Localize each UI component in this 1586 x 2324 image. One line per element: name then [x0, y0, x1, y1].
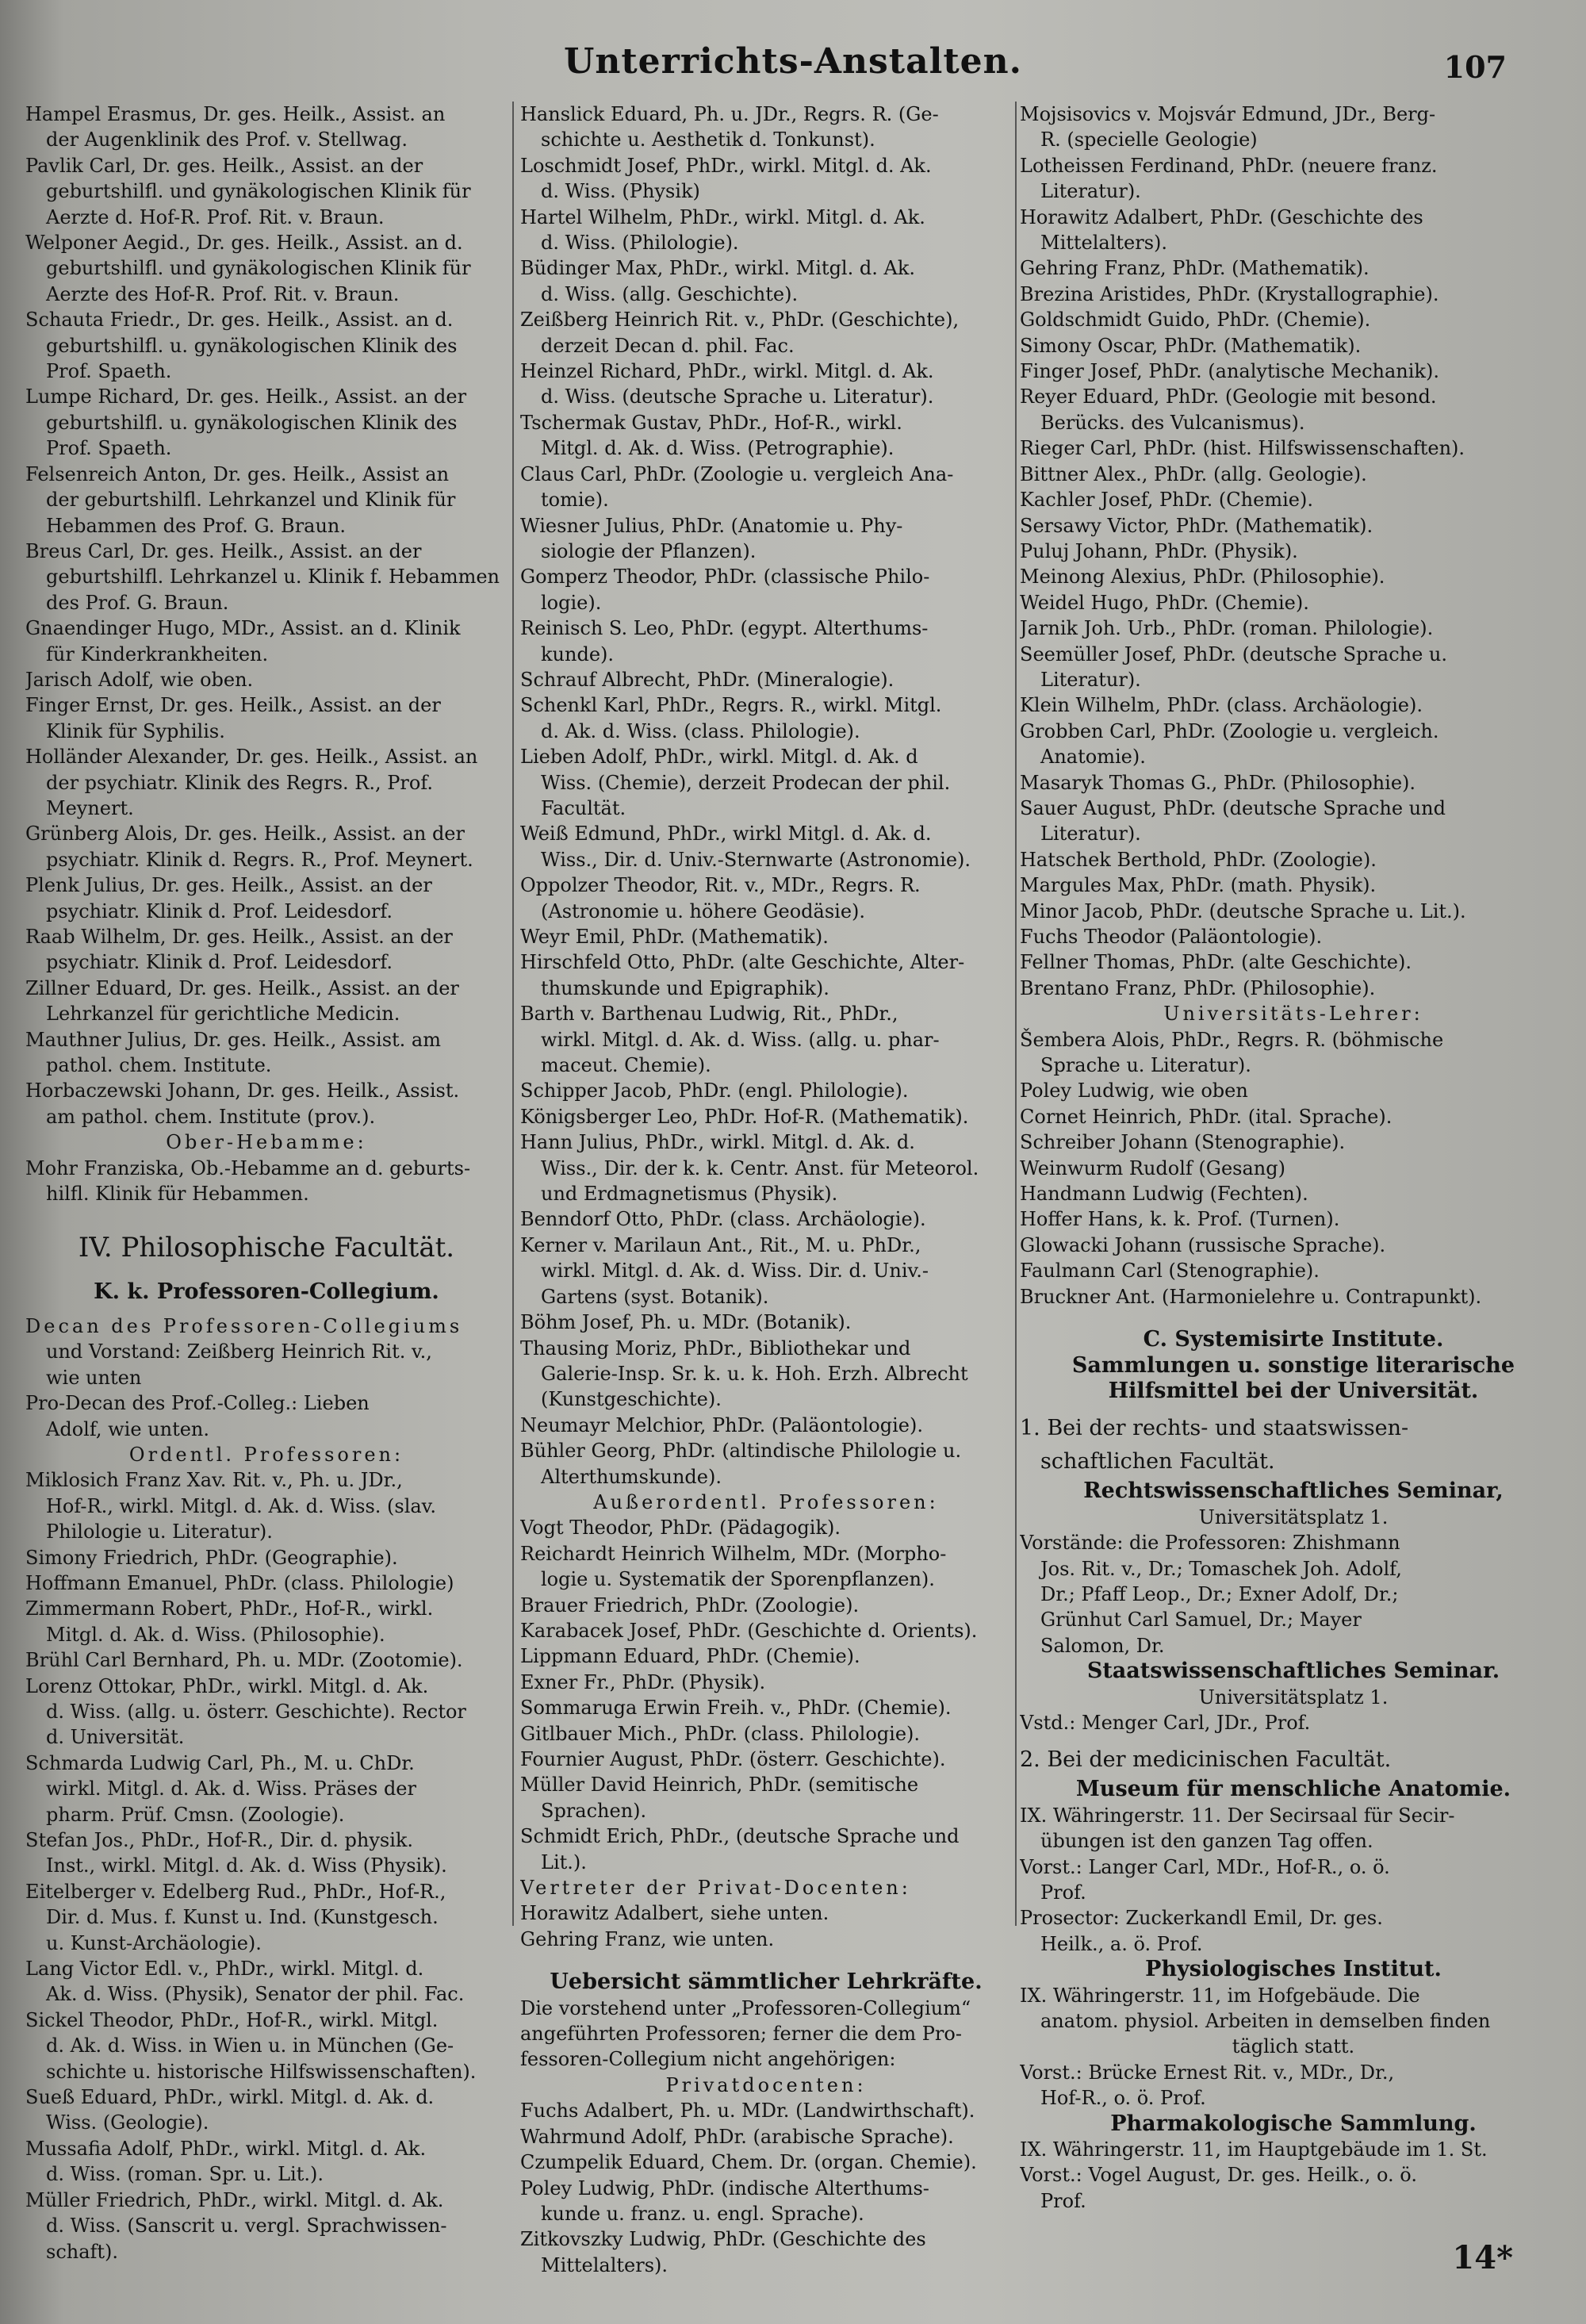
text-line: Brezina Aristides, PhDr. (Krystallographie).: [1020, 282, 1439, 305]
text-line: hilfl. Klinik für Hebammen.: [46, 1183, 309, 1206]
text-line: Mohr Franziska, Ob.-Hebamme an d. geburts-: [25, 1156, 471, 1179]
text-line: Schauta Friedr., Dr. ges. Heilk., Assist. an d.: [25, 309, 454, 332]
column-divider: [512, 102, 514, 1926]
text-line: Felsenreich Anton, Dr. ges. Heilk., Assist an: [25, 462, 450, 485]
text-line: Glowacki Johann (russische Sprache).: [1020, 1233, 1386, 1256]
text-line: und Erdmagnetismus (Physik).: [541, 1183, 838, 1206]
text-line: derzeit Decan d. phil. Fac.: [541, 334, 795, 357]
text-line: Sprache u. Literatur).: [1040, 1054, 1251, 1077]
text-line: Mitgl. d. Ak. d. Wiss. (Petrographie).: [541, 437, 895, 460]
text-line: Wiesner Julius, PhDr. (Anatomie u. Phy-: [520, 514, 903, 537]
text-line: Pro-Decan des Prof.-Colleg.: Lieben: [25, 1392, 370, 1415]
text-line: d. Wiss. (allg. u. österr. Geschichte). Rector: [46, 1700, 466, 1723]
text-line: Anatomie).: [1040, 746, 1146, 769]
text-line: Sprachen).: [541, 1799, 647, 1822]
text-line: Müller David Heinrich, PhDr. (semitische: [520, 1774, 919, 1797]
text-line: Literatur).: [1040, 823, 1141, 846]
text-line: Die vorstehend unter „Professoren-Collegium“: [520, 1996, 971, 2019]
text-line: Thausing Moriz, PhDr., Bibliothekar und: [520, 1336, 911, 1360]
text-line: Gomperz Theodor, PhDr. (classische Philo-: [520, 566, 930, 589]
text-line: angeführten Professoren; ferner die dem Pro-: [520, 2023, 962, 2046]
text-line: Literatur).: [1040, 180, 1141, 203]
text-line: Decan des Professoren-Collegiums: [25, 1314, 463, 1337]
section-heading-collections: Hilfsmittel bei der Universität.: [1108, 1378, 1479, 1403]
text-line: Brauer Friedrich, PhDr. (Zoologie).: [520, 1593, 860, 1616]
text-line: Hirschfeld Otto, PhDr. (alte Geschichte, Alter-: [520, 951, 965, 974]
text-line: wirkl. Mitgl. d. Ak. d. Wiss. (allg. u. phar-: [541, 1028, 940, 1051]
text-line: Poley Ludwig, wie oben: [1020, 1080, 1248, 1103]
text-line: Sersawy Victor, PhDr. (Mathematik).: [1020, 514, 1373, 537]
text-line: fessoren-Collegium nicht angehörigen:: [520, 2048, 896, 2071]
text-line: pathol. chem. Institute.: [46, 1054, 272, 1077]
column-divider: [1015, 102, 1017, 1926]
text-line: Fournier August, PhDr. (österr. Geschichte).: [520, 1748, 946, 1770]
text-line: Brühl Carl Bernhard, Ph. u. MDr. (Zootomie).: [25, 1649, 463, 1672]
text-line: Brentano Franz, PhDr. (Philosophie).: [1020, 976, 1376, 999]
text-line: Weinwurm Rudolf (Gesang): [1020, 1156, 1285, 1179]
text-line: geburtshilfl. u. gynäkologischen Klinik des: [46, 411, 458, 434]
text-line: Prof. Spaeth.: [46, 437, 172, 460]
text-line: Wiss. (Chemie), derzeit Prodecan der phil.: [541, 771, 951, 794]
text-line: Gnaendinger Hugo, MDr., Assist. an d. Klinik: [25, 617, 461, 640]
text-line: Klinik für Syphilis.: [46, 719, 225, 742]
text-line: Breus Carl, Dr. ges. Heilk., Assist. an der: [25, 539, 422, 562]
text-line: u. Kunst-Archäologie).: [46, 1931, 262, 1954]
text-line: maceut. Chemie).: [541, 1054, 711, 1077]
text-line: am pathol. chem. Institute (prov.).: [46, 1105, 376, 1128]
text-line: Literatur).: [1040, 668, 1141, 691]
text-line: thumskunde und Epigraphik).: [541, 976, 829, 999]
text-line: Bruckner Ant. (Harmonielehre u. Contrapunkt).: [1020, 1285, 1482, 1308]
text-line: Lit.).: [541, 1850, 587, 1873]
text-line: schichte u. Aesthetik d. Tonkunst).: [541, 128, 875, 151]
text-line: der geburtshilfl. Lehrkanzel und Klinik für: [46, 489, 456, 512]
subsection-heading: Ober-Hebamme:: [166, 1131, 367, 1154]
text-line: Hoffer Hans, k. k. Prof. (Turnen).: [1020, 1208, 1340, 1231]
text-line: Simony Oscar, PhDr. (Mathematik).: [1020, 334, 1362, 357]
text-line: Lieben Adolf, PhDr., wirkl. Mitgl. d. Ak. d: [520, 746, 918, 769]
text-line: Horawitz Adalbert, PhDr. (Geschichte des: [1020, 205, 1423, 228]
text-line: Lehrkanzel für gerichtliche Medicin.: [46, 1003, 400, 1026]
text-line: Masaryk Thomas G., PhDr. (Philosophie).: [1020, 771, 1416, 794]
text-line: d. Universität.: [46, 1726, 185, 1749]
subsection-heading: Privatdocenten:: [665, 2073, 867, 2096]
text-line: Vogt Theodor, PhDr. (Pädagogik).: [520, 1517, 841, 1540]
text-line: Hof-R., o. ö. Prof.: [1040, 2087, 1206, 2110]
text-line: übungen ist den ganzen Tag offen.: [1040, 1830, 1373, 1853]
text-line: schichte u. historische Hilfswissenschaften).: [46, 2060, 477, 2083]
text-line: Schrauf Albrecht, PhDr. (Mineralogie).: [520, 668, 895, 691]
text-line: Hanslick Eduard, Ph. u. JDr., Regrs. R. (Ge-: [520, 103, 939, 125]
text-line: Pavlik Carl, Dr. ges. Heilk., Assist. an der: [25, 154, 423, 177]
text-line: Kerner v. Marilaun Ant., Rit., M. u. PhDr.,: [520, 1233, 921, 1256]
text-line: d. Wiss. (Sanscrit u. vergl. Sprachwissen-: [46, 2215, 447, 2238]
text-line: Heilk., a. ö. Prof.: [1040, 1932, 1203, 1955]
text-line: Exner Fr., PhDr. (Physik).: [520, 1670, 766, 1693]
text-line: Stefan Jos., PhDr., Hof-R., Dir. d. physik.: [25, 1829, 414, 1851]
text-line: täglich statt.: [1232, 2035, 1355, 2058]
text-line: Faulmann Carl (Stenographie).: [1020, 1260, 1320, 1283]
text-line: Gitlbauer Mich., PhDr. (class. Philologie).: [520, 1722, 921, 1745]
text-line: Adolf, wie unten.: [46, 1417, 210, 1440]
text-line: Sommaruga Erwin Freih. v., PhDr. (Chemie).: [520, 1697, 952, 1720]
section-heading-faculty: IV. Philosophische Facultät.: [78, 1232, 455, 1264]
text-line: Prof.: [1040, 2189, 1086, 2212]
text-line: pharm. Prüf. Cmsn. (Zoologie).: [46, 1803, 345, 1826]
text-line: d. Wiss. (deutsche Sprache u. Literatur).: [541, 385, 934, 408]
section-heading-collegium: K. k. Professoren-Collegium.: [94, 1279, 439, 1305]
text-line: Puluj Johann, PhDr. (Physik).: [1020, 539, 1298, 562]
text-line: Goldschmidt Guido, PhDr. (Chemie).: [1020, 309, 1371, 332]
text-line: geburtshilfl. und gynäkologischen Klinik für: [46, 257, 471, 280]
text-line: Horawitz Adalbert, siehe unten.: [520, 1902, 829, 1925]
text-line: Jarnik Joh. Urb., PhDr. (roman. Philologie).: [1020, 617, 1434, 640]
text-line: Hebammen des Prof. G. Braun.: [46, 514, 347, 537]
text-line: Lang Victor Edl. v., PhDr., wirkl. Mitgl. d.: [25, 1958, 424, 1981]
text-line: Büdinger Max, PhDr., wirkl. Mitgl. d. Ak.: [520, 257, 915, 280]
text-line: Lorenz Ottokar, PhDr., wirkl. Mitgl. d. Ak.: [25, 1674, 429, 1697]
text-line: Gehring Franz, wie unten.: [520, 1927, 775, 1950]
text-line: kunde).: [541, 642, 615, 665]
text-line: Galerie-Insp. Sr. k. u. k. Hoh. Erzh. Albrecht: [541, 1362, 968, 1385]
text-line: Weidel Hugo, PhDr. (Chemie).: [1020, 591, 1309, 614]
text-line: d. Wiss. (roman. Spr. u. Lit.).: [46, 2163, 324, 2186]
text-line: Inst., wirkl. Mitgl. d. Ak. d. Wiss (Physik).: [46, 1854, 447, 1877]
text-line: Schipper Jacob, PhDr. (engl. Philologie).: [520, 1080, 909, 1103]
text-line: Plenk Julius, Dr. ges. Heilk., Assist. an der: [25, 874, 432, 897]
text-line: Seemüller Josef, PhDr. (deutsche Sprache u.: [1020, 642, 1448, 665]
text-column-3: [1020, 102, 1567, 2214]
text-line: psychiatr. Klinik d. Prof. Leidesdorf.: [46, 951, 393, 974]
text-line: d. Wiss. (Physik): [541, 180, 700, 203]
text-line: Vstd.: Menger Carl, JDr., Prof.: [1020, 1711, 1311, 1734]
text-line: Hann Julius, PhDr., wirkl. Mitgl. d. Ak. d.: [520, 1131, 915, 1154]
subsection-heading: Außerordentl. Professoren:: [593, 1490, 939, 1513]
text-line: Schreiber Johann (Stenographie).: [1020, 1131, 1346, 1154]
text-line: Mauthner Julius, Dr. ges. Heilk., Assist. am: [25, 1028, 441, 1051]
text-line: Salomon, Dr.: [1040, 1634, 1165, 1657]
section-heading-institutes: C. Systemisirte Institute.: [1143, 1327, 1444, 1352]
text-line: wie unten: [46, 1366, 142, 1389]
text-line: Margules Max, PhDr. (math. Physik).: [1020, 874, 1377, 897]
text-line: Minor Jacob, PhDr. (deutsche Sprache u. Lit.).: [1020, 899, 1466, 922]
text-line: schaft).: [46, 2240, 119, 2263]
text-line: des Prof. G. Braun.: [46, 591, 229, 614]
text-line: anatom. physiol. Arbeiten in demselben finden: [1040, 2010, 1491, 2033]
text-line: Kachler Josef, PhDr. (Chemie).: [1020, 489, 1313, 512]
text-line: IX. Währingerstr. 11, im Hauptgebäude im 1. St.: [1020, 2138, 1488, 2161]
text-line: Wiss., Dir. d. Univ.-Sternwarte (Astronomie).: [541, 848, 971, 871]
text-line: Holländer Alexander, Dr. ges. Heilk., Assist. an: [25, 746, 478, 769]
text-line: Meynert.: [46, 796, 134, 819]
text-line: Zeißberg Heinrich Rit. v., PhDr. (Geschichte),: [520, 309, 960, 332]
text-line: Wiss. (Geologie).: [46, 2111, 209, 2134]
text-line: Reichardt Heinrich Wilhelm, MDr. (Morpho-: [520, 1542, 947, 1565]
text-line: Hampel Erasmus, Dr. ges. Heilk., Assist. an: [25, 103, 446, 125]
text-line: Lippmann Eduard, PhDr. (Chemie).: [520, 1645, 860, 1668]
text-line: Weyr Emil, PhDr. (Mathematik).: [520, 926, 829, 948]
text-line: Alterthumskunde).: [541, 1465, 722, 1488]
subsection-heading: Ordentl. Professoren:: [128, 1443, 404, 1466]
text-line: Hoffmann Emanuel, PhDr. (class. Philologie): [25, 1571, 454, 1594]
text-line: der Augenklinik des Prof. v. Stellwag.: [46, 128, 408, 151]
sheet-signature: 14*: [1452, 2239, 1513, 2276]
text-line: Prof.: [1040, 1881, 1086, 1904]
text-line: Gartens (syst. Botanik).: [541, 1285, 769, 1308]
text-line: Finger Josef, PhDr. (analytische Mechanik).: [1020, 360, 1439, 383]
text-column-2: [520, 102, 1012, 2278]
text-line: Grünberg Alois, Dr. ges. Heilk., Assist. an der: [25, 823, 465, 846]
text-line: Jarisch Adolf, wie oben.: [25, 668, 254, 691]
section-heading-overview: Uebersicht sämmtlicher Lehrkräfte.: [550, 1969, 983, 1995]
text-line: und Vorstand: Zeißberg Heinrich Rit. v.,: [46, 1340, 432, 1363]
text-line: Sickel Theodor, PhDr., Hof-R., wirkl. Mitgl.: [25, 2008, 439, 2031]
text-line: Grobben Carl, PhDr. (Zoologie u. vergleich.: [1020, 719, 1439, 742]
text-line: Berücks. des Vulcanismus).: [1040, 411, 1305, 434]
text-line: Sueß Eduard, PhDr., wirkl. Mitgl. d. Ak. d.: [25, 2086, 435, 2109]
text-line: d. Ak. d. Wiss. in Wien u. in München (Ge-: [46, 2034, 454, 2057]
text-line: Karabacek Josef, PhDr. (Geschichte d. Orients).: [520, 1619, 978, 1642]
text-line: Aerzte d. Hof-R. Prof. Rit. v. Braun.: [46, 205, 385, 228]
text-line: Fuchs Adalbert, Ph. u. MDr. (Landwirthschaft).: [520, 2100, 975, 2123]
text-line: Prof. Spaeth.: [46, 360, 172, 383]
text-line: Bühler Georg, PhDr. (altindische Philologie u.: [520, 1440, 962, 1463]
subsection-heading: Universitäts-Lehrer:: [1163, 1003, 1423, 1026]
text-line: wirkl. Mitgl. d. Ak. d. Wiss. Präses der: [46, 1778, 416, 1801]
text-line: Reinisch S. Leo, PhDr. (egypt. Alterthums-: [520, 617, 929, 640]
text-line: R. (specielle Geologie): [1040, 128, 1258, 151]
text-line: Raab Wilhelm, Dr. ges. Heilk., Assist. an der: [25, 926, 453, 948]
text-line: Zillner Eduard, Dr. ges. Heilk., Assist. an der: [25, 976, 459, 999]
text-line: tomie).: [541, 489, 609, 512]
text-line: geburtshilfl. u. gynäkologischen Klinik des: [46, 334, 458, 357]
text-line: Schenkl Karl, PhDr., Regrs. R., wirkl. Mitgl.: [520, 694, 942, 717]
text-line: Loschmidt Josef, PhDr., wirkl. Mitgl. d. Ak.: [520, 154, 932, 177]
text-line: Fellner Thomas, PhDr. (alte Geschichte).: [1020, 951, 1412, 974]
subsection-heading: 2. Bei der medicinischen Facultät.: [1020, 1747, 1392, 1773]
text-line: Cornet Heinrich, PhDr. (ital. Sprache).: [1020, 1105, 1393, 1128]
institute-heading: Staatswissenschaftliches Seminar.: [1086, 1659, 1500, 1684]
text-line: Handmann Ludwig (Fechten).: [1020, 1183, 1308, 1206]
text-line: Mittelalters).: [541, 2253, 668, 2276]
text-line: Fuchs Theodor (Paläontologie).: [1020, 926, 1323, 948]
text-line: Bittner Alex., PhDr. (allg. Geologie).: [1020, 462, 1367, 485]
text-line: d. Wiss. (allg. Geschichte).: [541, 282, 799, 305]
text-line: Schmarda Ludwig Carl, Ph., M. u. ChDr.: [25, 1751, 415, 1774]
text-line: Neumayr Melchior, PhDr. (Paläontologie).: [520, 1413, 923, 1436]
text-line: Tschermak Gustav, PhDr., Hof-R., wirkl.: [520, 411, 902, 434]
text-line: Mojsisovics v. Mojsvár Edmund, JDr., Berg-: [1020, 103, 1436, 125]
text-line: Vorst.: Langer Carl, MDr., Hof-R., o. ö.: [1020, 1855, 1390, 1878]
text-line: der psychiatr. Klinik des Regrs. R., Prof.: [46, 771, 433, 794]
text-line: Mussafia Adolf, PhDr., wirkl. Mitgl. d. Ak.: [25, 2137, 427, 2160]
page-number: 107: [1443, 49, 1507, 85]
text-line: Simony Friedrich, PhDr. (Geographie).: [25, 1546, 398, 1569]
text-line: IX. Währingerstr. 11, im Hofgebäude. Die: [1020, 1984, 1420, 2007]
text-column-1: [25, 102, 508, 2265]
text-line: Jos. Rit. v., Dr.; Tomaschek Joh. Adolf,: [1040, 1557, 1402, 1580]
text-line: Czumpelik Eduard, Chem. Dr. (organ. Chemie).: [520, 2151, 977, 2174]
text-line: Klein Wilhelm, PhDr. (class. Archäologie).: [1020, 694, 1423, 717]
text-line: Oppolzer Theodor, Rit. v., MDr., Regrs. R.: [520, 874, 921, 897]
text-line: Gehring Franz, PhDr. (Mathematik).: [1020, 257, 1370, 280]
text-line: Müller Friedrich, PhDr., wirkl. Mitgl. d. Ak.: [25, 2188, 444, 2211]
text-line: Ak. d. Wiss. (Physik), Senator der phil. Fac.: [46, 1983, 465, 2006]
text-line: Vorst.: Brücke Ernest Rit. v., MDr., Dr.,: [1020, 2061, 1395, 2084]
text-line: geburtshilfl. Lehrkanzel u. Klinik f. Hebammen: [46, 566, 500, 589]
text-line: Wiss., Dir. der k. k. Centr. Anst. für Meteorol.: [541, 1156, 979, 1179]
text-line: Eitelberger v. Edelberg Rud., PhDr., Hof-R.,: [25, 1880, 446, 1903]
text-line: Schmidt Erich, PhDr., (deutsche Sprache und: [520, 1825, 960, 1848]
text-line: wirkl. Mitgl. d. Ak. d. Wiss. Dir. d. Univ.-: [541, 1260, 929, 1283]
text-line: Šembera Alois, PhDr., Regrs. R. (böhmische: [1020, 1028, 1444, 1051]
text-line: Sauer August, PhDr. (deutsche Sprache und: [1020, 796, 1446, 819]
running-header-title: Unterrichts-Anstalten.: [564, 41, 1022, 82]
text-line: siologie der Pflanzen).: [541, 539, 757, 562]
subsection-heading: schaftlichen Facultät.: [1040, 1449, 1275, 1475]
text-line: IX. Währingerstr. 11. Der Secirsaal für Secir-: [1020, 1804, 1455, 1827]
text-line: Reyer Eduard, PhDr. (Geologie mit besond.: [1020, 385, 1437, 408]
text-line: (Astronomie u. höhere Geodäsie).: [541, 899, 866, 922]
text-line: Universitätsplatz 1.: [1198, 1685, 1389, 1708]
text-line: geburtshilfl. und gynäkologischen Klinik für: [46, 180, 471, 203]
text-line: Aerzte des Hof-R. Prof. Rit. v. Braun.: [46, 282, 400, 305]
section-heading-collections: Sammlungen u. sonstige literarische: [1071, 1352, 1515, 1378]
text-line: logie u. Systematik der Sporenpflanzen).: [541, 1568, 935, 1591]
text-line: Dir. d. Mus. f. Kunst u. Ind. (Kunstgesch.: [46, 1906, 439, 1929]
institute-heading: Pharmakologische Sammlung.: [1110, 2111, 1477, 2136]
text-line: Heinzel Richard, PhDr., wirkl. Mitgl. d. Ak.: [520, 360, 934, 383]
text-line: Meinong Alexius, PhDr. (Philosophie).: [1020, 566, 1385, 589]
text-line: Hof-R., wirkl. Mitgl. d. Ak. d. Wiss. (slav.: [46, 1494, 437, 1517]
text-line: Facultät.: [541, 796, 626, 819]
text-line: Grünhut Carl Samuel, Dr.; Mayer: [1040, 1609, 1362, 1632]
text-line: Böhm Josef, Ph. u. MDr. (Botanik).: [520, 1311, 852, 1334]
text-line: psychiatr. Klinik d. Regrs. R., Prof. Meynert.: [46, 848, 473, 871]
text-line: Zimmermann Robert, PhDr., Hof-R., wirkl.: [25, 1597, 434, 1620]
text-line: Wahrmund Adolf, PhDr. (arabische Sprache).: [520, 2125, 954, 2148]
text-line: Mittelalters).: [1040, 232, 1168, 255]
text-line: Hatschek Berthold, PhDr. (Zoologie).: [1020, 848, 1377, 871]
text-line: Lumpe Richard, Dr. ges. Heilk., Assist. an der: [25, 385, 467, 408]
text-line: Poley Ludwig, PhDr. (indische Alterthums-: [520, 2176, 929, 2199]
text-line: (Kunstgeschichte).: [541, 1388, 722, 1411]
text-line: Rieger Carl, PhDr. (hist. Hilfswissenschaften).: [1020, 437, 1465, 460]
text-line: für Kinderkrankheiten.: [46, 642, 269, 665]
text-line: Benndorf Otto, PhDr. (class. Archäologie).: [520, 1208, 926, 1231]
text-line: Miklosich Franz Xav. Rit. v., Ph. u. JDr.,: [25, 1469, 403, 1492]
text-line: Vorst.: Vogel August, Dr. ges. Heilk., o. ö.: [1020, 2164, 1417, 2187]
text-line: Hartel Wilhelm, PhDr., wirkl. Mitgl. d. Ak.: [520, 205, 925, 228]
text-line: Claus Carl, PhDr. (Zoologie u. vergleich Ana-: [520, 462, 954, 485]
text-line: Finger Ernst, Dr. ges. Heilk., Assist. an der: [25, 694, 441, 717]
text-line: Dr.; Pfaff Leop., Dr.; Exner Adolf, Dr.;: [1040, 1582, 1399, 1605]
text-line: Mitgl. d. Ak. d. Wiss. (Philosophie).: [46, 1623, 385, 1646]
text-line: Königsberger Leo, PhDr. Hof-R. (Mathematik).: [520, 1105, 969, 1128]
institute-heading: Rechtswissenschaftliches Seminar,: [1083, 1478, 1504, 1504]
institute-heading: Museum für menschliche Anatomie.: [1075, 1777, 1511, 1802]
institute-heading: Physiologisches Institut.: [1145, 1957, 1442, 1982]
text-line: Lotheissen Ferdinand, PhDr. (neuere franz.: [1020, 154, 1438, 177]
text-line: Welponer Aegid., Dr. ges. Heilk., Assist. an d.: [25, 232, 463, 255]
text-line: kunde u. franz. u. engl. Sprache).: [541, 2202, 864, 2225]
text-line: Prosector: Zuckerkandl Emil, Dr. ges.: [1020, 1907, 1383, 1930]
text-line: Barth v. Barthenau Ludwig, Rit., PhDr.,: [520, 1003, 898, 1026]
text-line: Horbaczewski Johann, Dr. ges. Heilk., Assist.: [25, 1080, 460, 1103]
subsection-heading: 1. Bei der rechts- und staatswissen-: [1020, 1416, 1409, 1441]
text-line: Philologie u. Literatur).: [46, 1521, 273, 1544]
text-line: logie).: [541, 591, 602, 614]
subsection-heading: Vertreter der Privat-Docenten:: [520, 1877, 911, 1900]
text-line: d. Ak. d. Wiss. (class. Philologie).: [541, 719, 860, 742]
text-line: Universitätsplatz 1.: [1198, 1505, 1389, 1528]
text-line: Zitkovszky Ludwig, PhDr. (Geschichte des: [520, 2228, 926, 2251]
text-line: psychiatr. Klinik d. Prof. Leidesdorf.: [46, 899, 393, 922]
text-line: d. Wiss. (Philologie).: [541, 232, 739, 255]
text-line: Weiß Edmund, PhDr., wirkl Mitgl. d. Ak. d.: [520, 823, 932, 846]
text-line: Vorstände: die Professoren: Zhishmann: [1020, 1532, 1400, 1555]
